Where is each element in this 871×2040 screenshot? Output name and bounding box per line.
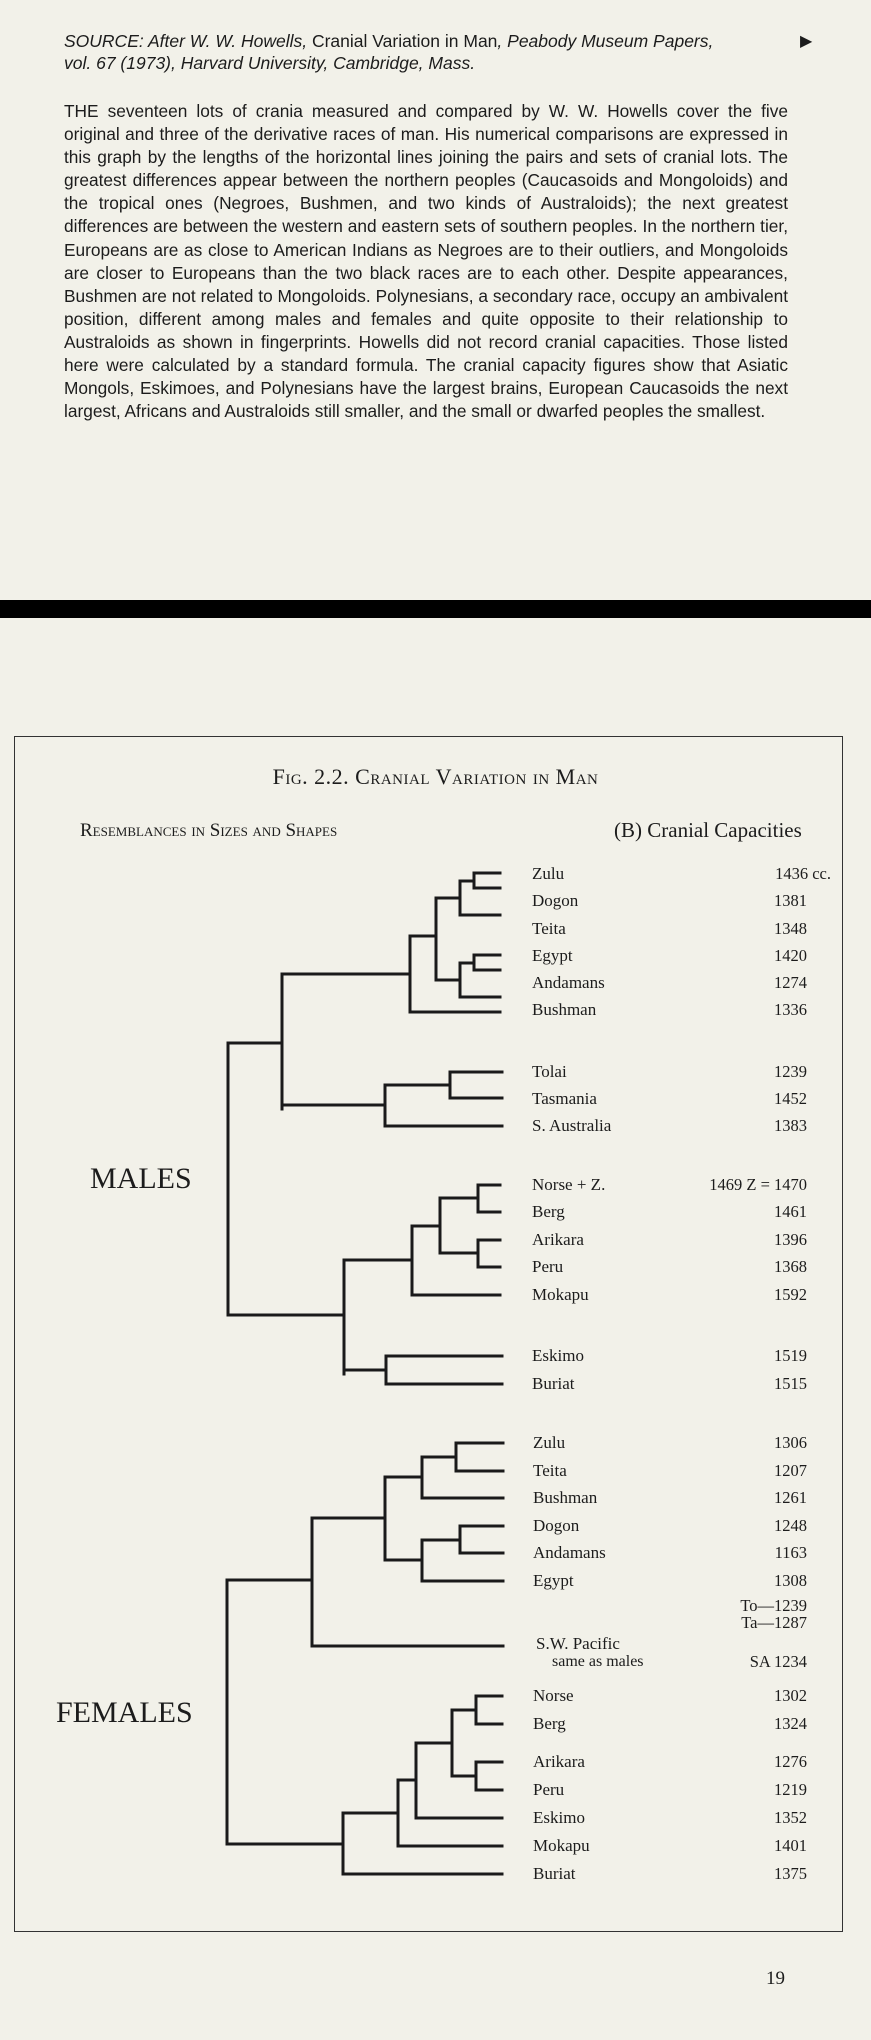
female-value-tolai: To—1239 xyxy=(740,1596,807,1615)
figure-title: Fig. 2.2. Cranial Variation in Man xyxy=(272,764,599,789)
female-label-buriat: Buriat xyxy=(533,1864,576,1883)
male-value-teita: 1348 xyxy=(774,919,807,938)
female-label-andamans: Andamans xyxy=(533,1543,606,1562)
female-value-tasmania: Ta—1287 xyxy=(741,1613,807,1632)
male-value-zulu: 1436 cc. xyxy=(775,864,831,883)
source-line-2: vol. 67 (1973), Harvard University, Cambridge, Mass. xyxy=(64,53,476,73)
female-label-mokapu: Mokapu xyxy=(533,1836,590,1855)
male-label-berg: Berg xyxy=(532,1202,565,1221)
page-number: 19 xyxy=(766,1968,785,1989)
female-value-sw-pacific: SA 1234 xyxy=(749,1652,807,1671)
female-label-eskimo: Eskimo xyxy=(533,1808,585,1827)
female-value-bushman: 1261 xyxy=(774,1488,807,1507)
female-label-egypt: Egypt xyxy=(533,1571,574,1590)
female-label-norse: Norse xyxy=(533,1686,574,1705)
male-label-peru: Peru xyxy=(532,1257,564,1276)
female-label-bushman: Bushman xyxy=(533,1488,598,1507)
male-value-s-australia: 1383 xyxy=(774,1116,807,1135)
female-value-eskimo: 1352 xyxy=(774,1808,807,1827)
female-value-arikara: 1276 xyxy=(774,1752,807,1771)
female-label-berg: Berg xyxy=(533,1714,566,1733)
female-label-dogon: Dogon xyxy=(533,1516,580,1535)
male-value-dogon: 1381 xyxy=(774,891,807,910)
female-value-norse: 1302 xyxy=(774,1686,807,1705)
female-value-dogon: 1248 xyxy=(774,1516,807,1535)
male-value-berg: 1461 xyxy=(774,1202,807,1221)
female-value-egypt: 1308 xyxy=(774,1571,807,1590)
female-value-teita: 1207 xyxy=(774,1461,807,1480)
male-label-buriat: Buriat xyxy=(532,1374,575,1393)
male-value-arikara: 1396 xyxy=(774,1230,807,1249)
male-label-zulu: Zulu xyxy=(532,864,565,883)
male-label-teita: Teita xyxy=(532,919,566,938)
male-label-tasmania: Tasmania xyxy=(532,1089,597,1108)
female-label-teita: Teita xyxy=(533,1461,567,1480)
male-value-mokapu: 1592 xyxy=(774,1285,807,1304)
male-african-cluster xyxy=(410,873,500,1012)
female-value-mokapu: 1401 xyxy=(774,1836,807,1855)
male-value-norse-z: 1469 Z = 1470 xyxy=(709,1175,807,1194)
female-note-sw-pacific: same as males xyxy=(552,1653,644,1670)
female-value-peru: 1219 xyxy=(774,1780,807,1799)
female-label-sw-pacific: S.W. Pacific xyxy=(536,1634,620,1653)
male-label-tolai: Tolai xyxy=(532,1062,567,1081)
male-label-dogon: Dogon xyxy=(532,891,579,910)
male-value-tolai: 1239 xyxy=(774,1062,807,1081)
female-label-arikara: Arikara xyxy=(533,1752,585,1771)
right-heading: (B) Cranial Capacities xyxy=(614,818,802,842)
left-heading: Resemblances in Sizes and Shapes xyxy=(80,820,338,841)
male-label-egypt: Egypt xyxy=(532,946,573,965)
continue-arrow-icon: ▶ xyxy=(800,31,813,50)
female-label-zulu: Zulu xyxy=(533,1433,566,1452)
females-label: FEMALES xyxy=(56,1696,193,1729)
male-label-arikara: Arikara xyxy=(532,1230,584,1249)
male-label-eskimo: Eskimo xyxy=(532,1346,584,1365)
source-book-title: Cranial Variation in Man xyxy=(311,31,498,51)
male-label-andamans: Andamans xyxy=(532,973,605,992)
male-label-mokapu: Mokapu xyxy=(532,1285,589,1304)
female-label-peru: Peru xyxy=(533,1780,565,1799)
male-value-bushman: 1336 xyxy=(774,1000,807,1019)
female-value-andamans: 1163 xyxy=(774,1543,807,1562)
male-label-s-australia: S. Australia xyxy=(532,1116,612,1135)
male-label-bushman: Bushman xyxy=(532,1000,597,1019)
male-label-norse-z: Norse + Z. xyxy=(532,1175,606,1194)
source-prefix: SOURCE: After W. W. Howells, xyxy=(64,31,312,51)
female-northern-cluster xyxy=(227,1696,502,1874)
female-african-cluster xyxy=(227,1443,503,1646)
males-label: MALES xyxy=(90,1162,192,1195)
body-paragraph: THE seventeen lots of crania measured and compared by W. W. Howells cover the five original and three of the derivative races of man. His numerical comparisons are expressed in this graph by the lengths of the horizontal lines joining the pairs and sets of cranial lots. The greatest differences appear between the northern peoples (Caucasoids and Mongoloids) and the tropical ones (Negroes, Bushmen, and two kinds of Australoids); the next greatest differences are between the western and eastern sets of southern peoples. In the northern tier, Europeans are as close to American Indians as Negroes are to their outliers, and Mongoloids are closer to Europeans than the two black races are to each other. Despite appearances, Bushmen are not related to Mongoloids. Polynesians, a secondary race, occupy an ambivalent position, different among males and females and quite opposite to their relationship to Australoids as shown in fingerprints. Howells did not record cranial capacities. Those listed here were calculated by a standard formula. The cranial capacity figures show that Asiatic Mongols, Eskimoes, and Polynesians have the largest brains, European Caucasoids the next largest, Africans and Australoids still smaller, and the small or dwarfed peoples the smallest. xyxy=(64,101,788,422)
male-value-egypt: 1420 xyxy=(774,946,807,965)
female-value-zulu: 1306 xyxy=(774,1433,807,1452)
male-australoid-cluster xyxy=(282,1072,502,1126)
female-value-buriat: 1375 xyxy=(774,1864,807,1883)
male-value-tasmania: 1452 xyxy=(774,1089,807,1108)
male-value-buriat: 1515 xyxy=(774,1374,807,1393)
male-value-peru: 1368 xyxy=(774,1257,807,1276)
female-value-berg: 1324 xyxy=(774,1714,807,1733)
male-northern-cluster xyxy=(228,1185,502,1384)
source-rest: , Peabody Museum Papers, xyxy=(497,31,714,51)
male-value-andamans: 1274 xyxy=(774,973,807,992)
male-value-eskimo: 1519 xyxy=(774,1346,807,1365)
